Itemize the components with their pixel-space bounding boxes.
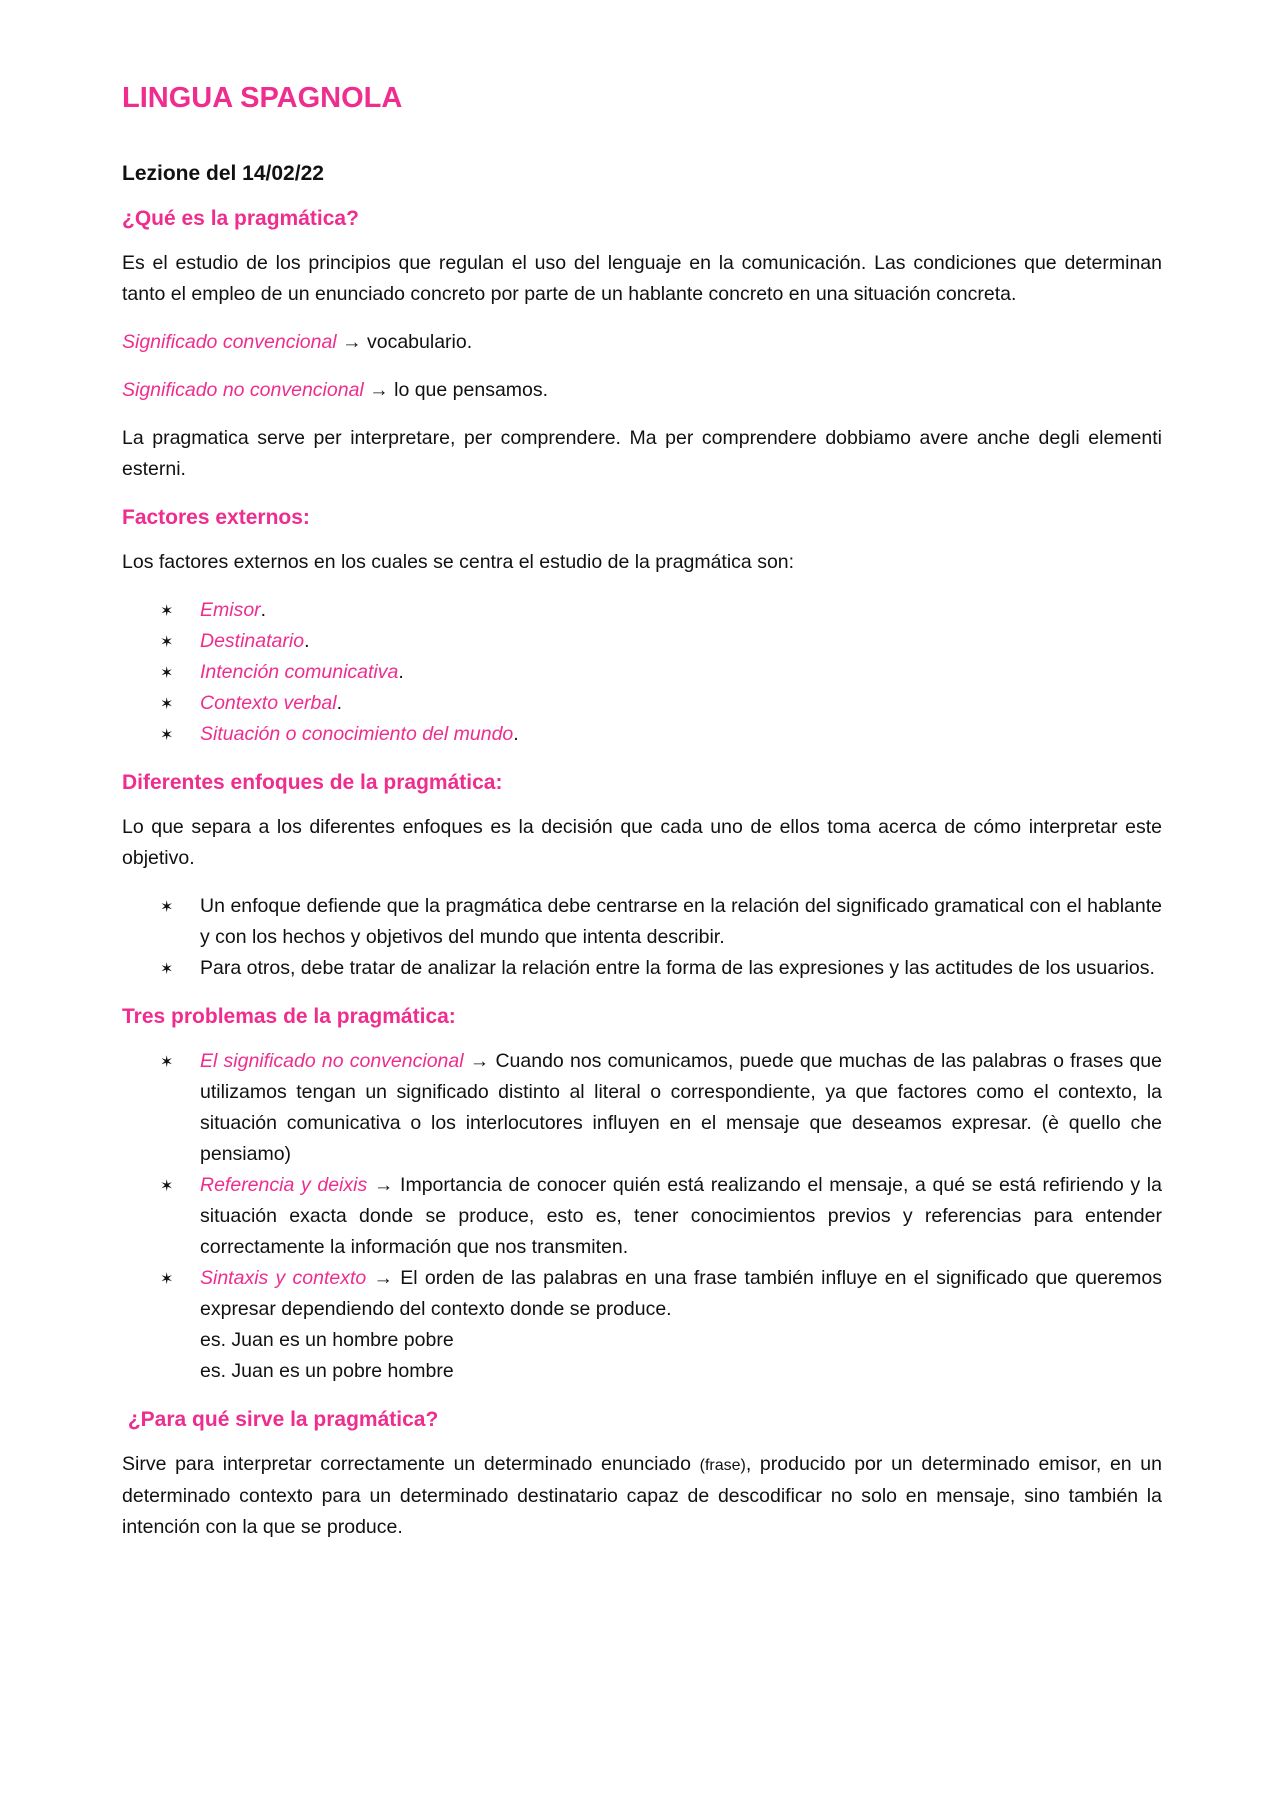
conventional-meaning-line <box>122 327 1162 358</box>
list-item <box>160 953 1162 984</box>
enfoques-list <box>122 891 1162 984</box>
punctuation: . <box>304 630 310 652</box>
factores-list <box>122 595 1162 750</box>
factor-situacion: Situación o conocimiento del mundo <box>200 723 514 745</box>
factor-intencion: Intención comunicativa <box>200 661 399 683</box>
document-title: LINGUA SPAGNOLA <box>122 82 403 114</box>
star-bullet-icon: ✶ <box>160 601 174 620</box>
factor-emisor: Emisor <box>200 599 261 621</box>
lesson-date: Lezione del 14/02/22 <box>122 162 324 185</box>
arrow-icon: → <box>373 1267 394 1289</box>
punctuation: . <box>398 661 404 683</box>
problem-text: Importancia de conocer quién está realizando el mensaje, a qué se está refiriendo y la situación exacta donde se produce, esto es, tener conocimientos previos y referencias para entender correctamente la información que nos transmiten. <box>200 1174 1162 1258</box>
paragraph-text: Sirve para interpretar correctamente un determinado enunciado <box>122 1453 700 1475</box>
para-que-sirve-paragraph <box>122 1449 1162 1543</box>
list-item <box>160 688 1162 719</box>
star-bullet-icon: ✶ <box>160 1052 174 1071</box>
paragraph-text: , producido por un determinado emisor, en un determinado contexto para un determinado destinatario capaz de descodificar no solo en mensaje, sino también la intención con la que se produce. <box>122 1453 1162 1538</box>
nonconventional-meaning-definition: lo que pensamos. <box>388 379 549 401</box>
heading-factores: Factores externos: <box>122 506 310 529</box>
list-item <box>160 1170 1162 1263</box>
factor-contexto: Contexto verbal <box>200 692 337 714</box>
star-bullet-icon: ✶ <box>160 632 174 651</box>
arrow-icon: → <box>369 379 389 401</box>
star-bullet-icon: ✶ <box>160 959 174 978</box>
list-item <box>160 657 1162 688</box>
definition-paragraph: Es el estudio de los principios que regulan el uso del lenguaje en la comunicación. Las condiciones que determinan tanto el empleo de un enunciado concreto por parte de un hablante concreto en una situación concreta. <box>122 252 1162 305</box>
paragraph-aside: (frase) <box>699 1457 746 1474</box>
heading-que-es: ¿Qué es la pragmática? <box>122 207 359 230</box>
heading-problemas: Tres problemas de la pragmática: <box>122 1005 456 1028</box>
note-paragraph: La pragmatica serve per interpretare, per comprendere. Ma per comprendere dobbiamo avere anche degli elementi esterni. <box>122 427 1162 480</box>
list-item <box>160 891 1162 953</box>
arrow-icon: → <box>469 1050 490 1072</box>
example-line: es. Juan es un pobre hombre <box>200 1360 454 1382</box>
list-item <box>160 595 1162 626</box>
star-bullet-icon: ✶ <box>160 694 174 713</box>
enfoques-intro: Lo que separa a los diferentes enfoques es la decisión que cada uno de ellos toma acerca de cómo interpretar este objetivo. <box>122 816 1162 869</box>
star-bullet-icon: ✶ <box>160 663 174 682</box>
heading-enfoques: Diferentes enfoques de la pragmática: <box>122 771 503 794</box>
arrow-icon: → <box>342 331 362 353</box>
problem-term: Sintaxis y contexto <box>200 1267 367 1289</box>
conventional-meaning-definition: vocabulario. <box>361 331 473 353</box>
problem-term: El significado no convencional <box>200 1050 464 1072</box>
star-bullet-icon: ✶ <box>160 1269 174 1288</box>
factor-destinatario: Destinatario <box>200 630 305 652</box>
punctuation: . <box>336 692 342 714</box>
list-item <box>160 719 1162 750</box>
enfoque-text: Para otros, debe tratar de analizar la relación entre la forma de las expresiones y las actitudes de los usuarios. <box>200 957 1155 979</box>
list-item <box>160 1263 1162 1387</box>
example-line: es. Juan es un hombre pobre <box>200 1329 454 1351</box>
star-bullet-icon: ✶ <box>160 897 174 916</box>
star-bullet-icon: ✶ <box>160 1176 174 1195</box>
problem-term: Referencia y deixis <box>200 1174 368 1196</box>
list-item <box>160 1046 1162 1170</box>
star-bullet-icon: ✶ <box>160 725 174 744</box>
document-body <box>122 78 1162 1560</box>
arrow-icon: → <box>373 1174 394 1196</box>
punctuation: . <box>513 723 519 745</box>
punctuation: . <box>260 599 267 621</box>
factores-intro: Los factores externos en los cuales se centra el estudio de la pragmática son: <box>122 551 795 573</box>
problemas-list <box>122 1046 1162 1387</box>
heading-para-que-sirve: ¿Para qué sirve la pragmática? <box>122 1408 439 1431</box>
list-item <box>160 626 1162 657</box>
nonconventional-meaning-term: Significado no convencional <box>122 379 364 401</box>
problem-text: Cuando nos comunicamos, puede que muchas de las palabras o frases que utilizamos tengan un significado distinto al literal o correspondiente, ya que factores como el contexto, la situación comunicativa o los interlocutores influyen en el mensaje que deseamos expresar. (è quello che pensiamo) <box>200 1050 1162 1165</box>
conventional-meaning-term: Significado convencional <box>122 331 337 353</box>
enfoque-text: Un enfoque defiende que la pragmática debe centrarse en la relación del significado gramatical con el hablante y con los hechos y objetivos del mundo que intenta describir. <box>200 895 1162 948</box>
nonconventional-meaning-line <box>122 375 1162 406</box>
problem-text: El orden de las palabras en una frase también influye en el significado que queremos expresar dependiendo del contexto donde se produce. <box>200 1267 1162 1320</box>
